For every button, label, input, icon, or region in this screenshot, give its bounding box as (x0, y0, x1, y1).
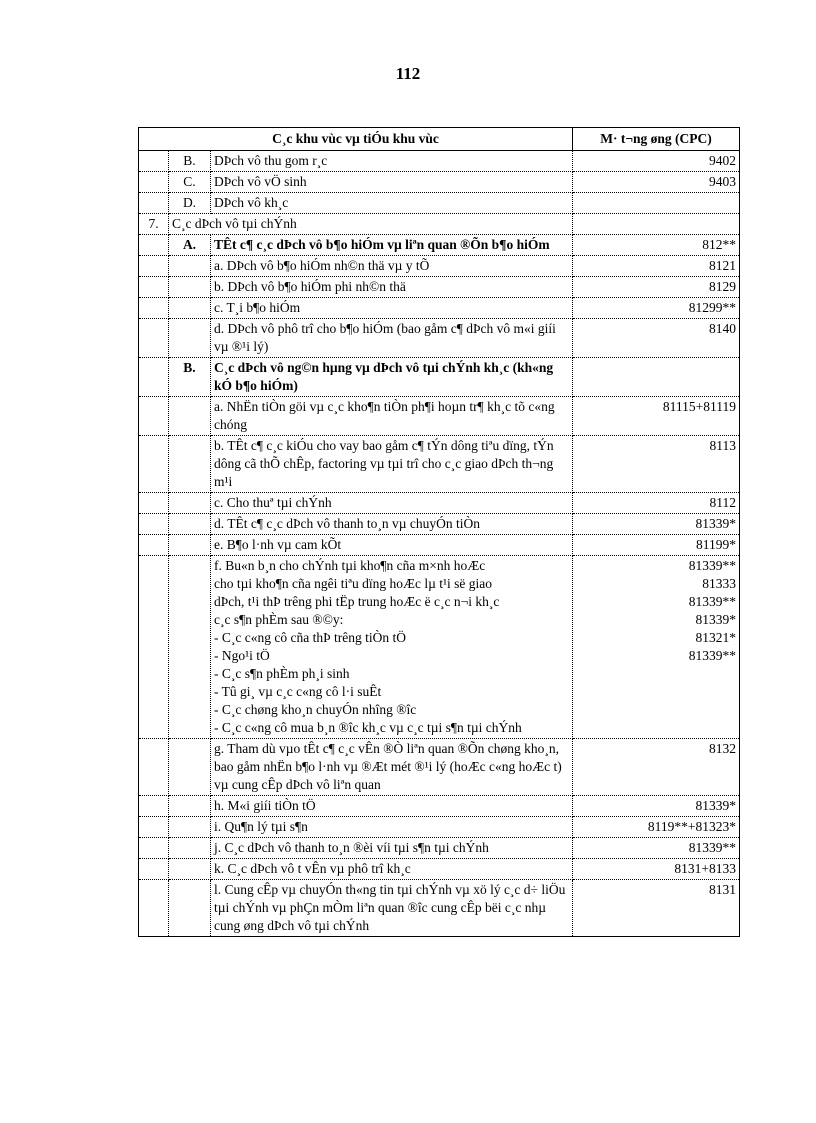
item-code (169, 397, 211, 436)
desc-line: a. DÞch vô b¶o hiÓm nh©n thä vµ y tÕ (214, 258, 430, 273)
indent-cell (139, 298, 169, 319)
cpc-code (573, 319, 740, 358)
desc-line: d. TÊt c¶ c¸c dÞch vô thanh to¸n vµ chuyÓn tiÒn (214, 516, 480, 531)
table-row (139, 796, 740, 817)
item-description (211, 319, 573, 358)
cpc-code (573, 838, 740, 859)
table-row (139, 151, 740, 172)
item-description (211, 397, 573, 436)
indent-cell (139, 514, 169, 535)
table-row (139, 436, 740, 493)
item-description (211, 358, 573, 397)
section-number: 7. (139, 214, 169, 235)
cpc-line: 8131 (709, 882, 737, 897)
cpc-line: 81321* (695, 630, 737, 645)
indent-cell (139, 436, 169, 493)
table-row (139, 859, 740, 880)
cpc-code (573, 556, 740, 739)
cpc-code (573, 358, 740, 397)
cpc-line: 81339* (695, 612, 737, 627)
cpc-code (573, 397, 740, 436)
cpc-line: 8140 (709, 321, 737, 336)
desc-line: l. Cung cÊp vµ chuyÓn th«ng tin tµi chÝnh vµ xö lý c¸c d÷ liÖu tµi chÝnh vµ phÇn mÒm liªn quan ®îc cung cÊp bëi c¸c nhµ cung øng dÞch vô tµi chÝnh (214, 882, 566, 933)
item-code (169, 880, 211, 937)
cpc-code (573, 277, 740, 298)
services-table (138, 127, 740, 937)
desc-line: - C¸c c«ng cô cña thÞ trêng tiÒn tÖ (214, 630, 406, 645)
desc-line: j. C¸c dÞch vô thanh to¸n ®èi víi tµi s¶n tµi chÝnh (214, 840, 489, 855)
cpc-line: 9402 (709, 153, 737, 168)
indent-cell (139, 193, 169, 214)
table-row (139, 493, 740, 514)
cpc-code (573, 859, 740, 880)
desc-line: C¸c dÞch vô tµi chÝnh (172, 216, 297, 231)
item-code (169, 277, 211, 298)
cpc-code (573, 535, 740, 556)
indent-cell (139, 880, 169, 937)
item-description (211, 493, 573, 514)
item-code (169, 859, 211, 880)
header-cpc: M· t¬ng øng (CPC) (573, 128, 740, 151)
table-row (139, 535, 740, 556)
table-row (139, 319, 740, 358)
table-row (139, 358, 740, 397)
table-row (139, 298, 740, 319)
desc-line: cho tµi kho¶n cña ngêi tiªu dïng hoÆc lµ t¹i së giao (214, 576, 493, 591)
cpc-code (573, 172, 740, 193)
item-description (211, 817, 573, 838)
indent-cell (139, 556, 169, 739)
desc-line: h. M«i giíi tiÒn tÖ (214, 798, 316, 813)
indent-cell (139, 859, 169, 880)
item-code: B. (169, 151, 211, 172)
desc-line: DÞch vô thu gom r¸c (214, 153, 328, 168)
item-description (211, 436, 573, 493)
cpc-line: 8121 (709, 258, 737, 273)
desc-line: - Tû gi¸ vµ c¸c c«ng cô l·i suÊt (214, 684, 382, 699)
cpc-line: 81339** (688, 594, 737, 609)
item-description (211, 298, 573, 319)
item-code (169, 838, 211, 859)
indent-cell (139, 151, 169, 172)
indent-cell (139, 739, 169, 796)
item-code (169, 535, 211, 556)
desc-line: i. Qu¶n lý tµi s¶n (214, 819, 308, 834)
cpc-code (573, 817, 740, 838)
item-code: D. (169, 193, 211, 214)
item-code (169, 436, 211, 493)
indent-cell (139, 172, 169, 193)
item-description (211, 838, 573, 859)
desc-line: c. Cho thuª tµi chÝnh (214, 495, 332, 510)
item-code (169, 739, 211, 796)
item-code: C. (169, 172, 211, 193)
desc-line: - Ngo¹i tÖ (214, 648, 270, 663)
cpc-line: 81339* (695, 798, 737, 813)
item-description (211, 514, 573, 535)
cpc-line: 81199* (696, 537, 737, 552)
desc-line: d. DÞch vô phô trî cho b¶o hiÓm (bao gåm c¶ dÞch vô m«i giíi vµ ®¹i lý) (214, 321, 556, 354)
table-row (139, 514, 740, 535)
desc-line: k. C¸c dÞch vô t vÊn vµ phô trî kh¸c (214, 861, 411, 876)
table-row (139, 277, 740, 298)
item-code: B. (169, 358, 211, 397)
cpc-line (576, 359, 736, 377)
indent-cell (139, 796, 169, 817)
item-code (169, 556, 211, 739)
item-description (211, 277, 573, 298)
cpc-line: 8132 (709, 741, 737, 756)
indent-cell (139, 277, 169, 298)
cpc-line: 8131+8133 (674, 861, 737, 876)
desc-line: f. Bu«n b¸n cho chÝnh tµi kho¶n cña m×nh hoÆc (214, 558, 486, 573)
item-code (169, 796, 211, 817)
desc-line: b. TÊt c¶ c¸c kiÓu cho vay bao gåm c¶ tÝn dông tiªu dïng, tÝn dông cã thÕ chÊp, factoring vµ tµi trî cho c¸c giao dÞch th¬ng m¹i (214, 438, 554, 489)
cpc-line: 81339* (695, 516, 737, 531)
cpc-line (576, 194, 736, 212)
desc-line: c. T¸i b¶o hiÓm (214, 300, 301, 315)
page-number: 112 (395, 64, 421, 83)
item-description (211, 151, 573, 172)
cpc-code (573, 493, 740, 514)
cpc-code (573, 514, 740, 535)
desc-line: DÞch vô kh¸c (214, 195, 289, 210)
table-row (139, 214, 740, 235)
table-row (139, 235, 740, 256)
desc-line: b. DÞch vô b¶o hiÓm phi nh©n thä (214, 279, 406, 294)
desc-line: DÞch vô vÖ sinh (214, 174, 307, 189)
item-code (169, 298, 211, 319)
indent-cell (139, 493, 169, 514)
desc-line: C¸c dÞch vô ng©n hµng vµ dÞch vô tµi chÝnh kh¸c (kh«ng kÓ b¶o hiÓm) (214, 360, 554, 393)
desc-line: - C¸c s¶n phÈm ph¸i sinh (214, 666, 350, 681)
cpc-code (573, 235, 740, 256)
cpc-code (573, 880, 740, 937)
cpc-line: 81299** (688, 300, 737, 315)
header-sector: C¸c khu vùc vµ tiÓu khu vùc (139, 128, 573, 151)
table-row (139, 193, 740, 214)
table-header-row (139, 128, 740, 151)
item-code (169, 319, 211, 358)
cpc-line: 9403 (709, 174, 737, 189)
cpc-line: 8119**+81323* (647, 819, 737, 834)
item-code: A. (169, 235, 211, 256)
indent-cell (139, 397, 169, 436)
table-row (139, 172, 740, 193)
table-row (139, 556, 740, 739)
desc-line: - C¸c c«ng cô mua b¸n ®îc kh¸c vµ c¸c tµi s¶n tµi chÝnh (214, 720, 522, 735)
item-code (169, 514, 211, 535)
item-description (211, 880, 573, 937)
indent-cell (139, 256, 169, 277)
cpc-code (573, 298, 740, 319)
item-description (211, 859, 573, 880)
item-description (211, 256, 573, 277)
cpc-line: 81333 (702, 576, 737, 591)
indent-cell (139, 235, 169, 256)
cpc-line: 81339** (688, 558, 737, 573)
item-description (211, 193, 573, 214)
cpc-line: 8113 (709, 438, 737, 453)
cpc-line: 8129 (709, 279, 737, 294)
desc-line: g. Tham dù vµo tÊt c¶ c¸c vÊn ®Ò liªn quan ®Õn chøng kho¸n, bao gåm nhËn b¶o l·nh vµ ®Æt mét ®¹i lý (hoÆc c«ng hoÆc t) vµ cung cÊp dÞch vô liªn quan (214, 741, 562, 792)
cpc-code (573, 796, 740, 817)
cpc-code (573, 151, 740, 172)
table-row (139, 397, 740, 436)
table-row (139, 256, 740, 277)
cpc-code (573, 256, 740, 277)
item-description (211, 235, 573, 256)
item-description (211, 556, 573, 739)
item-code (169, 493, 211, 514)
desc-line: a. NhËn tiÒn göi vµ c¸c kho¶n tiÒn ph¶i hoµn tr¶ kh¸c tõ c«ng chóng (214, 399, 555, 432)
table-row (139, 880, 740, 937)
desc-line: c¸c s¶n phÈm sau ®©y: (214, 612, 344, 627)
indent-cell (139, 817, 169, 838)
cpc-line: 81339** (688, 840, 737, 855)
indent-cell (139, 838, 169, 859)
item-code (169, 256, 211, 277)
item-code (169, 817, 211, 838)
table-row (139, 817, 740, 838)
item-description (211, 172, 573, 193)
cpc-code (573, 436, 740, 493)
table-row (139, 739, 740, 796)
desc-line: - C¸c chøng kho¸n chuyÓn nhîng ®îc (214, 702, 417, 717)
cpc-code (573, 739, 740, 796)
cpc-line: 81339** (688, 648, 737, 663)
cpc-code (573, 193, 740, 214)
cpc-line: 8112 (709, 495, 737, 510)
cpc-code (573, 214, 740, 235)
table-row (139, 838, 740, 859)
indent-cell (139, 535, 169, 556)
desc-line: TÊt c¶ c¸c dÞch vô b¶o hiÓm vµ liªn quan ®Õn b¶o hiÓm (214, 237, 550, 252)
cpc-line: 812** (702, 237, 737, 252)
cpc-line: 81115+81119 (662, 399, 737, 414)
item-description (211, 796, 573, 817)
item-description (211, 739, 573, 796)
item-description (211, 535, 573, 556)
desc-line: e. B¶o l·nh vµ cam kÕt (214, 537, 342, 552)
section-title (169, 214, 573, 235)
indent-cell (139, 319, 169, 358)
desc-line: dÞch, t¹i thÞ trêng phi tËp trung hoÆc ë c¸c n¬i kh¸c (214, 594, 500, 609)
indent-cell (139, 358, 169, 397)
cpc-line (576, 215, 736, 233)
